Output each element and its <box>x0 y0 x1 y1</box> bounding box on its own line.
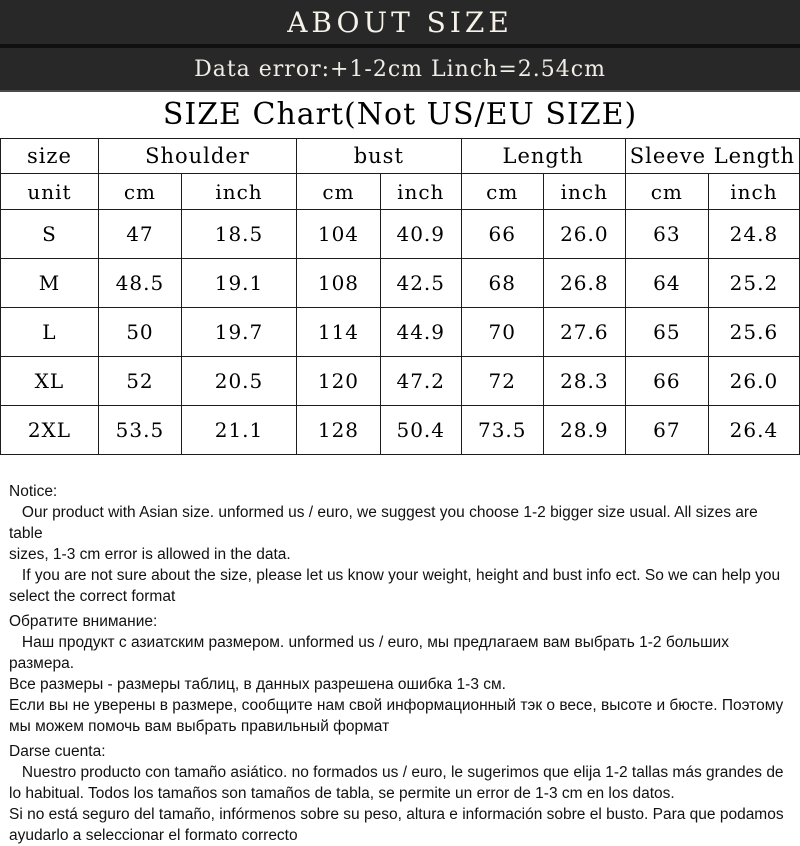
value-cell: 28.3 <box>543 357 625 406</box>
size-cell: L <box>1 308 99 357</box>
notice-line: select the correct format <box>9 588 176 605</box>
value-cell: 66 <box>461 210 543 259</box>
value-cell: 26.0 <box>543 210 625 259</box>
notice-line: If you are not sure about the size, please let us know your weight, height and bust info ect. So we can help you <box>9 567 781 584</box>
corner-header-cell: size <box>1 139 99 174</box>
value-cell: 68 <box>461 259 543 308</box>
value-cell: 53.5 <box>98 406 181 455</box>
unit-cell: inch <box>543 174 625 210</box>
notice-english <box>9 481 791 607</box>
size-cell: S <box>1 210 99 259</box>
value-cell: 66 <box>625 357 708 406</box>
notice-heading-spanish: Darse cuenta: <box>9 743 106 760</box>
notice-line: мы можем помочь вам выбрать правильный формат <box>9 718 390 735</box>
size-chart-title: SIZE Chart(Not US/EU SIZE) <box>162 97 638 132</box>
value-cell: 73.5 <box>461 406 543 455</box>
size-cell: XL <box>1 357 99 406</box>
value-cell: 40.9 <box>380 210 461 259</box>
about-size-banner <box>0 0 800 48</box>
value-cell: 26.0 <box>708 357 799 406</box>
value-cell: 128 <box>297 406 381 455</box>
value-cell: 42.5 <box>380 259 461 308</box>
notice-line: sizes, 1-3 cm error is allowed in the data. <box>9 546 291 563</box>
unit-label-cell: unit <box>1 174 99 210</box>
value-cell: 24.8 <box>708 210 799 259</box>
notice-line: lo habitual. Todos los tamaños son tamaños de tabla, se permite un error de 1-3 cm en los datos. <box>9 785 675 802</box>
unit-cell: cm <box>625 174 708 210</box>
notice-heading-russian: Обратите внимание: <box>9 613 158 630</box>
notice-heading-english: Notice: <box>9 483 58 500</box>
unit-cell: cm <box>461 174 543 210</box>
notice-line: Наш продукт с азиатским размером. unformed us / euro, мы предлагаем вам выбрать 1-2 больших размера. <box>9 634 734 672</box>
table-unit-row <box>1 174 800 210</box>
group-header-bust: bust <box>297 139 462 174</box>
table-row <box>1 308 800 357</box>
value-cell: 48.5 <box>98 259 181 308</box>
value-cell: 28.9 <box>543 406 625 455</box>
value-cell: 44.9 <box>380 308 461 357</box>
size-cell: M <box>1 259 99 308</box>
group-header-shoulder: Shoulder <box>98 139 296 174</box>
value-cell: 27.6 <box>543 308 625 357</box>
table-group-header-row <box>1 139 800 174</box>
value-cell: 72 <box>461 357 543 406</box>
table-row <box>1 357 800 406</box>
size-cell: 2XL <box>1 406 99 455</box>
value-cell: 20.5 <box>181 357 296 406</box>
notice-line: Our product with Asian size. unformed us / euro, we suggest you choose 1-2 bigger size usual. All sizes are table <box>9 504 763 542</box>
notice-line: ayudarlo a seleccionar el formato correcto <box>9 827 298 844</box>
value-cell: 25.6 <box>708 308 799 357</box>
value-cell: 64 <box>625 259 708 308</box>
value-cell: 26.4 <box>708 406 799 455</box>
value-cell: 19.7 <box>181 308 296 357</box>
table-row <box>1 210 800 259</box>
table-row <box>1 259 800 308</box>
value-cell: 47 <box>98 210 181 259</box>
notice-line: Все размеры - размеры таблиц, в данных разрешена ошибка 1-3 см. <box>9 676 506 693</box>
value-cell: 65 <box>625 308 708 357</box>
unit-cell: cm <box>297 174 381 210</box>
data-error-banner <box>0 48 800 92</box>
banner-subtitle: Data error:+1-2cm Linch=2.54cm <box>194 56 606 82</box>
size-table <box>0 138 800 455</box>
value-cell: 52 <box>98 357 181 406</box>
group-header-sleeve-length: Sleeve Length <box>625 139 799 174</box>
notice-line: Если вы не уверены в размере, сообщите нам свой информационный тэк о весе, высоте и бюсте. Поэтому <box>9 697 784 714</box>
notice-line: Si no está seguro del tamaño, infórmenos sobre su peso, altura e información sobre el busto. Para que podamos <box>9 806 784 823</box>
value-cell: 50 <box>98 308 181 357</box>
value-cell: 114 <box>297 308 381 357</box>
value-cell: 25.2 <box>708 259 799 308</box>
value-cell: 26.8 <box>543 259 625 308</box>
unit-cell: inch <box>181 174 296 210</box>
value-cell: 67 <box>625 406 708 455</box>
value-cell: 70 <box>461 308 543 357</box>
notice-spanish <box>9 741 791 846</box>
group-header-length: Length <box>461 139 625 174</box>
value-cell: 120 <box>297 357 381 406</box>
value-cell: 108 <box>297 259 381 308</box>
top-banner <box>0 0 800 92</box>
unit-cell: cm <box>98 174 181 210</box>
unit-cell: inch <box>708 174 799 210</box>
value-cell: 63 <box>625 210 708 259</box>
value-cell: 18.5 <box>181 210 296 259</box>
notice-russian <box>9 611 791 737</box>
value-cell: 19.1 <box>181 259 296 308</box>
value-cell: 104 <box>297 210 381 259</box>
table-row <box>1 406 800 455</box>
notice-line: Nuestro producto con tamaño asiático. no formados us / euro, le sugerimos que elija 1-2 tallas más grandes de <box>9 764 784 781</box>
banner-title: ABOUT SIZE <box>287 5 513 39</box>
unit-cell: inch <box>380 174 461 210</box>
value-cell: 50.4 <box>380 406 461 455</box>
notices-section <box>0 481 800 846</box>
value-cell: 21.1 <box>181 406 296 455</box>
value-cell: 47.2 <box>380 357 461 406</box>
